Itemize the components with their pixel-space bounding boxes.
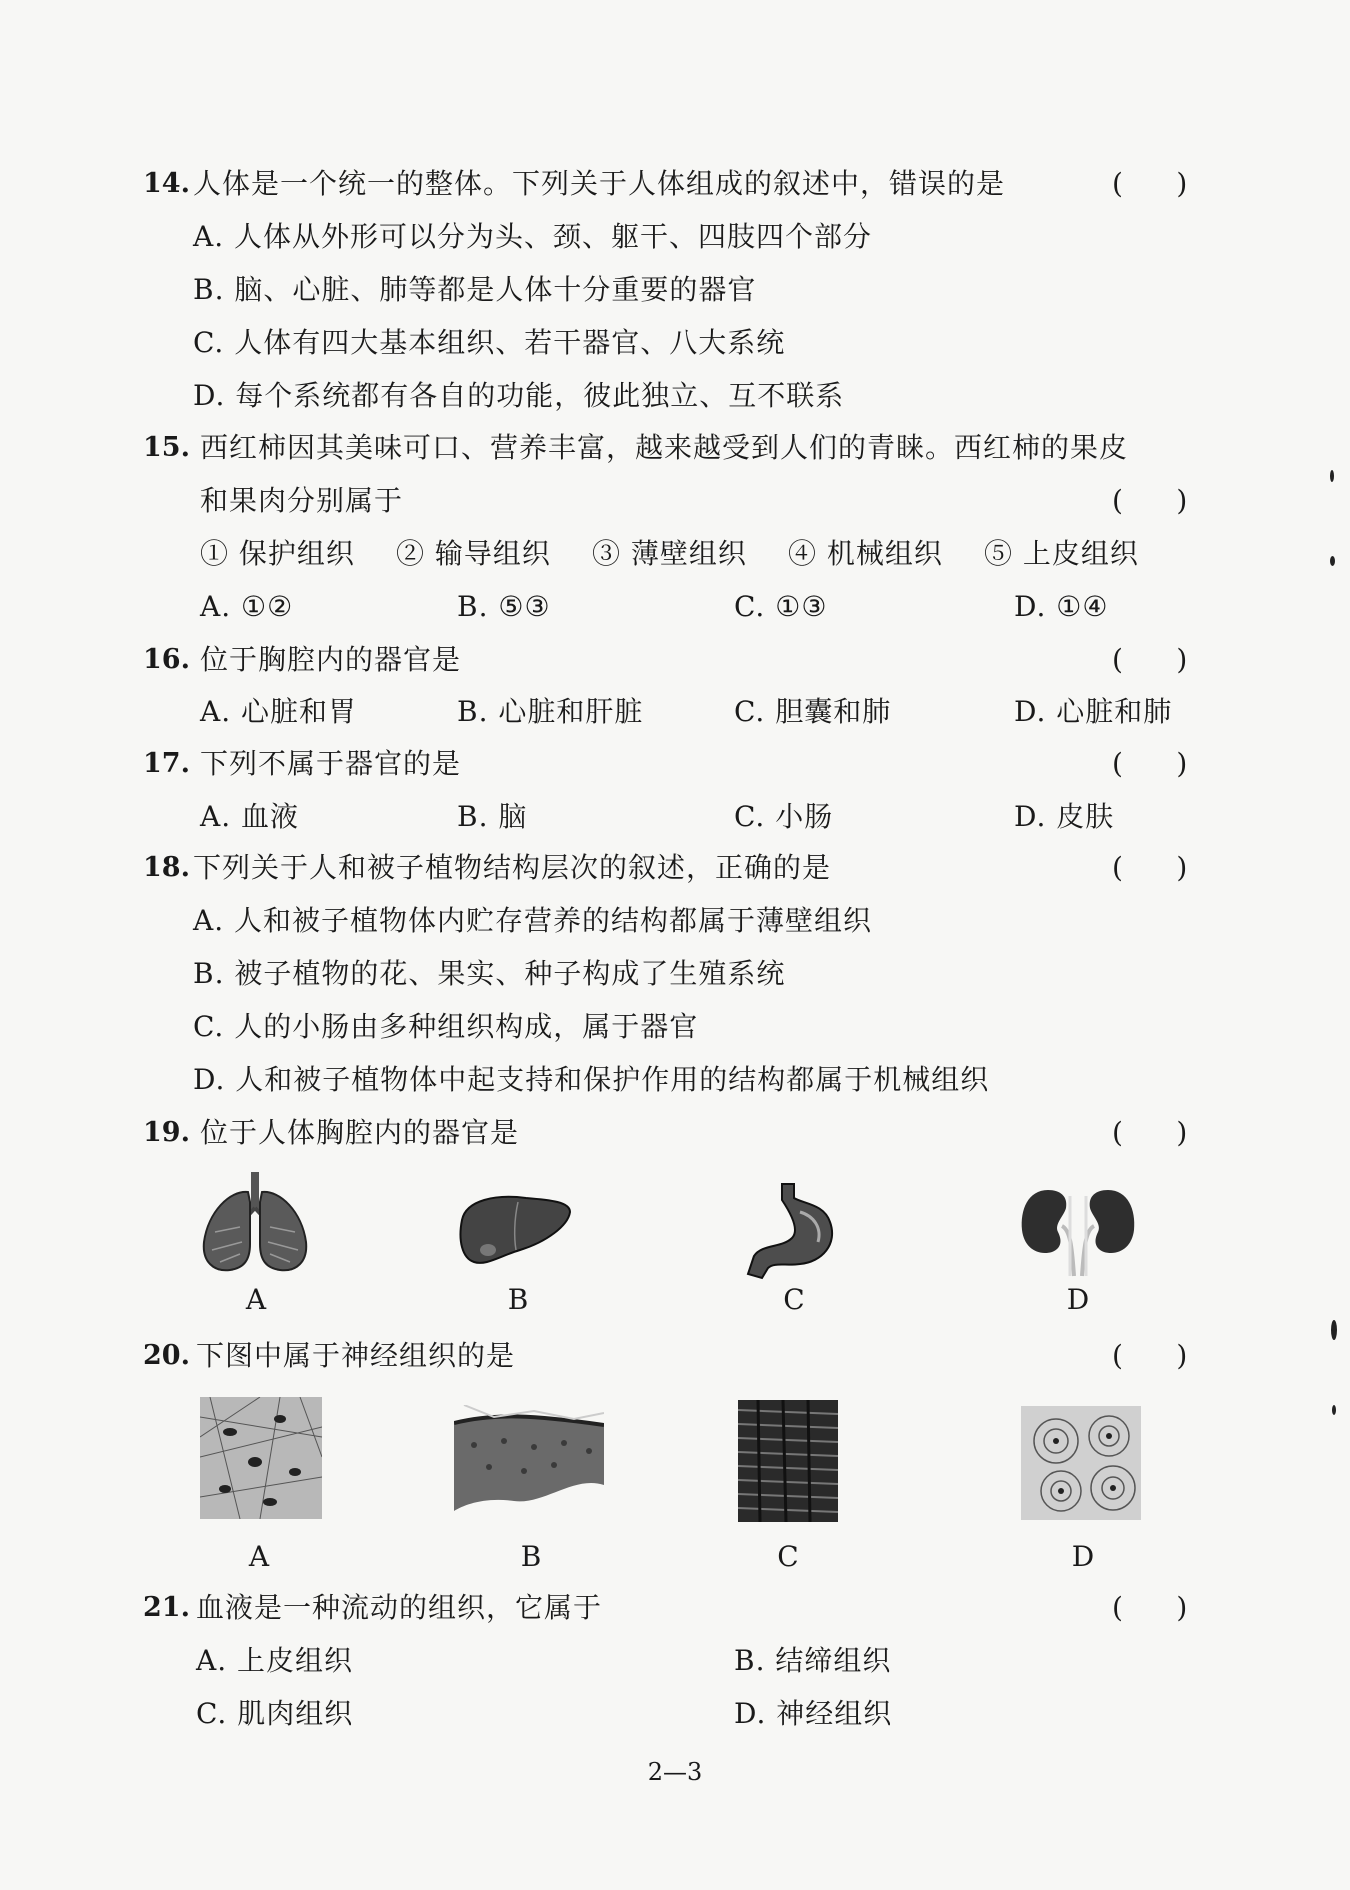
item-2: ② 输导组织 bbox=[396, 537, 551, 570]
figure-label-c: C bbox=[777, 1540, 799, 1573]
answer-blank[interactable]: ( ) bbox=[1112, 643, 1188, 676]
option-c[interactable]: C. 胆囊和肺 bbox=[734, 695, 892, 728]
figure-label-b: B bbox=[520, 1540, 542, 1573]
figure-label-d: D bbox=[1066, 1283, 1090, 1316]
page-number: 2—3 bbox=[647, 1758, 703, 1786]
option-a[interactable]: A. 上皮组织 bbox=[196, 1644, 354, 1677]
answer-blank[interactable]: ( ) bbox=[1112, 851, 1188, 884]
scan-speck bbox=[1330, 470, 1334, 482]
question-stem: 位于胸腔内的器官是 bbox=[200, 643, 462, 676]
option-d[interactable]: D. ①④ bbox=[1014, 590, 1109, 623]
answer-blank[interactable]: ( ) bbox=[1112, 1116, 1188, 1149]
question-stem-line1: 西红柿因其美味可口、营养丰富，越来越受到人们的青睐。西红柿的果皮 bbox=[200, 431, 1129, 464]
figure-label-a: A bbox=[248, 1540, 270, 1573]
question-number: 19. bbox=[143, 1117, 190, 1148]
option-d[interactable]: D. 神经组织 bbox=[734, 1697, 893, 1730]
figure-label-c: C bbox=[783, 1283, 805, 1316]
option-d[interactable]: D. 每个系统都有各自的功能，彼此独立、互不联系 bbox=[193, 379, 845, 412]
option-a[interactable]: A. 血液 bbox=[200, 800, 300, 833]
question-number: 14. bbox=[143, 168, 190, 199]
question-number: 17. bbox=[143, 748, 190, 779]
figure-label-d: D bbox=[1071, 1540, 1095, 1573]
option-d[interactable]: D. 心脏和肺 bbox=[1014, 695, 1173, 728]
question-stem-line2: 和果肉分别属于 bbox=[200, 484, 404, 517]
question-number: 20. bbox=[143, 1340, 190, 1371]
connective-tissue-image[interactable] bbox=[1021, 1406, 1141, 1520]
question-stem: 下列不属于器官的是 bbox=[200, 747, 462, 780]
question-stem: 下图中属于神经组织的是 bbox=[196, 1339, 516, 1372]
item-5: ⑤ 上皮组织 bbox=[984, 537, 1139, 570]
question-number: 18. bbox=[143, 852, 190, 883]
option-b[interactable]: B. 脑、心脏、肺等都是人体十分重要的器官 bbox=[193, 273, 757, 306]
option-a[interactable]: A. ①② bbox=[200, 590, 294, 623]
scan-speck bbox=[1331, 1320, 1337, 1340]
answer-blank[interactable]: ( ) bbox=[1112, 747, 1188, 780]
option-c[interactable]: C. ①③ bbox=[734, 590, 828, 623]
lungs-icon[interactable] bbox=[200, 1172, 310, 1274]
option-a[interactable]: A. 人和被子植物体内贮存营养的结构都属于薄壁组织 bbox=[193, 904, 873, 937]
question-stem: 人体是一个统一的整体。下列关于人体组成的叙述中，错误的是 bbox=[193, 167, 1006, 200]
item-3: ③ 薄壁组织 bbox=[592, 537, 747, 570]
option-c[interactable]: C. 小肠 bbox=[734, 800, 834, 833]
item-1: ① 保护组织 bbox=[200, 537, 355, 570]
option-d[interactable]: D. 皮肤 bbox=[1014, 800, 1115, 833]
option-b[interactable]: B. 脑 bbox=[457, 800, 528, 833]
answer-blank[interactable]: ( ) bbox=[1112, 484, 1188, 517]
option-b[interactable]: B. 心脏和肝脏 bbox=[457, 695, 644, 728]
answer-blank[interactable]: ( ) bbox=[1112, 1591, 1188, 1624]
epithelial-tissue-image[interactable] bbox=[454, 1405, 604, 1515]
option-c[interactable]: C. 肌肉组织 bbox=[196, 1697, 354, 1730]
liver-icon[interactable] bbox=[456, 1190, 574, 1270]
figure-label-b: B bbox=[507, 1283, 529, 1316]
figure-label-a: A bbox=[245, 1283, 267, 1316]
option-c[interactable]: C. 人的小肠由多种组织构成，属于器官 bbox=[193, 1010, 699, 1043]
question-stem: 血液是一种流动的组织，它属于 bbox=[196, 1591, 603, 1624]
question-stem: 位于人体胸腔内的器官是 bbox=[200, 1116, 520, 1149]
option-b[interactable]: B. 结缔组织 bbox=[734, 1644, 892, 1677]
option-b[interactable]: B. 被子植物的花、果实、种子构成了生殖系统 bbox=[193, 957, 786, 990]
option-a[interactable]: A. 人体从外形可以分为头、颈、躯干、四肢四个部分 bbox=[193, 220, 873, 253]
option-a[interactable]: A. 心脏和胃 bbox=[200, 695, 358, 728]
answer-blank[interactable]: ( ) bbox=[1112, 167, 1188, 200]
question-number: 15. bbox=[143, 432, 190, 463]
question-stem: 下列关于人和被子植物结构层次的叙述，正确的是 bbox=[193, 851, 832, 884]
nerve-tissue-image[interactable] bbox=[200, 1397, 322, 1519]
muscle-tissue-image[interactable] bbox=[738, 1400, 838, 1522]
scan-speck bbox=[1330, 556, 1335, 566]
option-b[interactable]: B. ⑤③ bbox=[457, 590, 551, 623]
question-number: 16. bbox=[143, 644, 190, 675]
option-c[interactable]: C. 人体有四大基本组织、若干器官、八大系统 bbox=[193, 326, 786, 359]
item-4: ④ 机械组织 bbox=[788, 537, 943, 570]
option-d[interactable]: D. 人和被子植物体中起支持和保护作用的结构都属于机械组织 bbox=[193, 1063, 990, 1096]
question-number: 21. bbox=[143, 1592, 190, 1623]
scan-speck bbox=[1332, 1405, 1336, 1415]
kidneys-icon[interactable] bbox=[1018, 1186, 1138, 1278]
stomach-icon[interactable] bbox=[742, 1182, 840, 1280]
answer-blank[interactable]: ( ) bbox=[1112, 1339, 1188, 1372]
